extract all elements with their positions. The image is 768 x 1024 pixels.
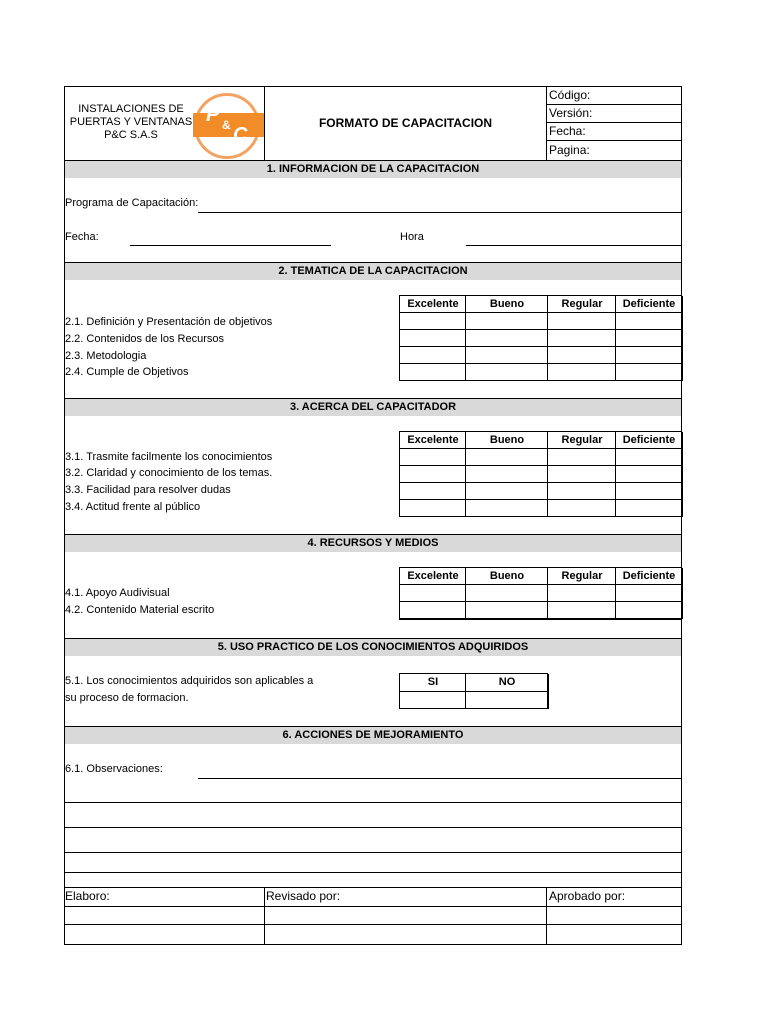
date-line[interactable]: [130, 245, 331, 246]
header-regular: Regular: [561, 298, 603, 310]
rating-cell[interactable]: [548, 500, 616, 517]
observations-line-3[interactable]: [64, 827, 682, 828]
reviewed-by-label: Revisado por:: [266, 889, 341, 903]
rating-grid-2: [399, 295, 682, 381]
rating-cell[interactable]: [616, 330, 683, 347]
rating-cell[interactable]: [548, 466, 616, 483]
rating-cell[interactable]: [466, 602, 548, 619]
rating-cell[interactable]: [548, 364, 616, 381]
rating-cell[interactable]: [400, 466, 466, 483]
question-5-1-line2: su proceso de formacion.: [65, 692, 189, 704]
meta-code: Código:: [549, 88, 591, 102]
header-good: Bueno: [489, 570, 525, 582]
header-regular: Regular: [561, 434, 603, 446]
section2-title: 2. TEMATICA DE LA CAPACITACION: [65, 263, 681, 280]
rating-cell[interactable]: [400, 347, 466, 364]
header-deficient: Deficiente: [622, 570, 676, 582]
logo-letter-c: C: [233, 124, 248, 146]
header-good: Bueno: [489, 298, 525, 310]
logo-letter-p: P: [206, 104, 220, 126]
rating-cell[interactable]: [548, 313, 616, 330]
header-excellent: Excelente: [407, 434, 459, 446]
footer-rule: [64, 906, 682, 907]
section-rule: [64, 872, 682, 873]
rating-cell[interactable]: [466, 347, 548, 364]
rating-cell[interactable]: [466, 483, 548, 500]
header-deficient: Deficiente: [622, 434, 676, 446]
footer-divider: [546, 887, 547, 945]
date-label: Fecha:: [65, 231, 99, 243]
observations-line-4[interactable]: [64, 852, 682, 853]
section6-title: 6. ACCIONES DE MEJORAMIENTO: [65, 727, 681, 744]
rating-cell[interactable]: [400, 602, 466, 619]
footer-rule: [64, 924, 682, 925]
rating-cell[interactable]: [400, 313, 466, 330]
meta-version: Versión:: [549, 106, 593, 120]
rating-cell[interactable]: [466, 313, 548, 330]
footer-divider: [264, 887, 265, 945]
rating-cell[interactable]: [548, 602, 616, 619]
logo-letter-amp: &: [222, 118, 231, 132]
program-line[interactable]: [198, 212, 682, 213]
section4-title: 4. RECURSOS Y MEDIOS: [65, 535, 681, 552]
program-label: Programa de Capacitación:: [65, 197, 199, 209]
approved-by-label: Aprobado por:: [549, 889, 626, 903]
rating-cell[interactable]: [616, 364, 683, 381]
observations-label: 6.1. Observaciones:: [65, 763, 163, 775]
meta-date: Fecha:: [549, 124, 586, 138]
rating-cell[interactable]: [466, 364, 548, 381]
company-name-line1: INSTALACIONES DE: [78, 103, 184, 115]
rating-cell[interactable]: [616, 602, 683, 619]
rating-cell[interactable]: [466, 449, 548, 466]
rating-cell[interactable]: [466, 692, 549, 710]
header-excellent: Excelente: [407, 570, 459, 582]
rating-cell[interactable]: [466, 585, 548, 602]
made-by-label: Elaboro:: [65, 889, 110, 903]
time-label: Hora: [400, 231, 424, 243]
rating-cell[interactable]: [548, 347, 616, 364]
rating-cell[interactable]: [616, 500, 683, 517]
rating-cell[interactable]: [400, 585, 466, 602]
rating-cell[interactable]: [616, 483, 683, 500]
item-4-1: 4.1. Apoyo Audivisual: [65, 587, 170, 599]
question-5-1-line1: 5.1. Los conocimientos adquiridos son aplicables a: [65, 675, 314, 687]
item-3-4: 3.4. Actitud frente al público: [65, 501, 201, 513]
rating-cell[interactable]: [616, 449, 683, 466]
meta-rule: [546, 104, 682, 105]
item-2-4: 2.4. Cumple de Objetivos: [65, 366, 189, 378]
rating-cell[interactable]: [548, 585, 616, 602]
rating-grid-4: [399, 567, 682, 620]
item-2-1: 2.1. Definición y Presentación de objetivos: [65, 316, 273, 328]
rating-cell[interactable]: [400, 483, 466, 500]
item-3-3: 3.3. Facilidad para resolver dudas: [65, 484, 231, 496]
item-2-2: 2.2. Contenidos de los Recursos: [65, 333, 224, 345]
observations-line-1[interactable]: [198, 778, 682, 779]
header-excellent: Excelente: [407, 298, 459, 310]
rating-cell[interactable]: [466, 500, 548, 517]
rating-cell[interactable]: [548, 330, 616, 347]
company-name-line2: PUERTAS Y VENTANAS: [69, 116, 193, 128]
item-4-2: 4.2. Contenido Material escrito: [65, 604, 215, 616]
section5-title: 5. USO PRACTICO DE LOS CONOCIMIENTOS ADQUIRIDOS: [65, 639, 681, 656]
rating-cell[interactable]: [616, 347, 683, 364]
company-name-line3: P&C S.A.S: [104, 129, 158, 141]
yes-header: SI: [427, 676, 439, 688]
rating-cell[interactable]: [400, 449, 466, 466]
rating-cell[interactable]: [616, 585, 683, 602]
item-3-2: 3.2. Claridad y conocimiento de los temas.: [65, 467, 273, 479]
header-good: Bueno: [489, 434, 525, 446]
item-2-3: 2.3. Metodologia: [65, 350, 147, 362]
meta-rule: [546, 122, 682, 123]
footer-rule: [64, 887, 682, 888]
header-regular: Regular: [561, 570, 603, 582]
rating-cell[interactable]: [400, 500, 466, 517]
meta-rule: [546, 140, 682, 141]
rating-cell[interactable]: [616, 313, 683, 330]
rating-cell[interactable]: [548, 483, 616, 500]
rating-grid-3: [399, 431, 682, 517]
rating-cell[interactable]: [466, 466, 548, 483]
form-title: FORMATO DE CAPACITACION: [318, 116, 493, 130]
rating-cell[interactable]: [400, 330, 466, 347]
rating-cell[interactable]: [400, 364, 466, 381]
header-deficient: Deficiente: [622, 298, 676, 310]
item-3-1: 3.1. Trasmite facilmente los conocimientos: [65, 451, 273, 463]
section1-title: 1. INFORMACION DE LA CAPACITACION: [65, 161, 681, 178]
header-divider-right: [546, 86, 547, 161]
section3-title: 3. ACERCA DEL CAPACITADOR: [65, 399, 681, 416]
meta-page: Pagina:: [549, 143, 590, 157]
rating-cell[interactable]: [548, 449, 616, 466]
observations-line-2[interactable]: [64, 802, 682, 803]
time-line[interactable]: [466, 245, 682, 246]
yes-no-grid: [399, 673, 548, 709]
rating-cell[interactable]: [400, 692, 466, 710]
no-header: NO: [498, 676, 516, 688]
rating-cell[interactable]: [466, 330, 548, 347]
rating-cell[interactable]: [616, 466, 683, 483]
